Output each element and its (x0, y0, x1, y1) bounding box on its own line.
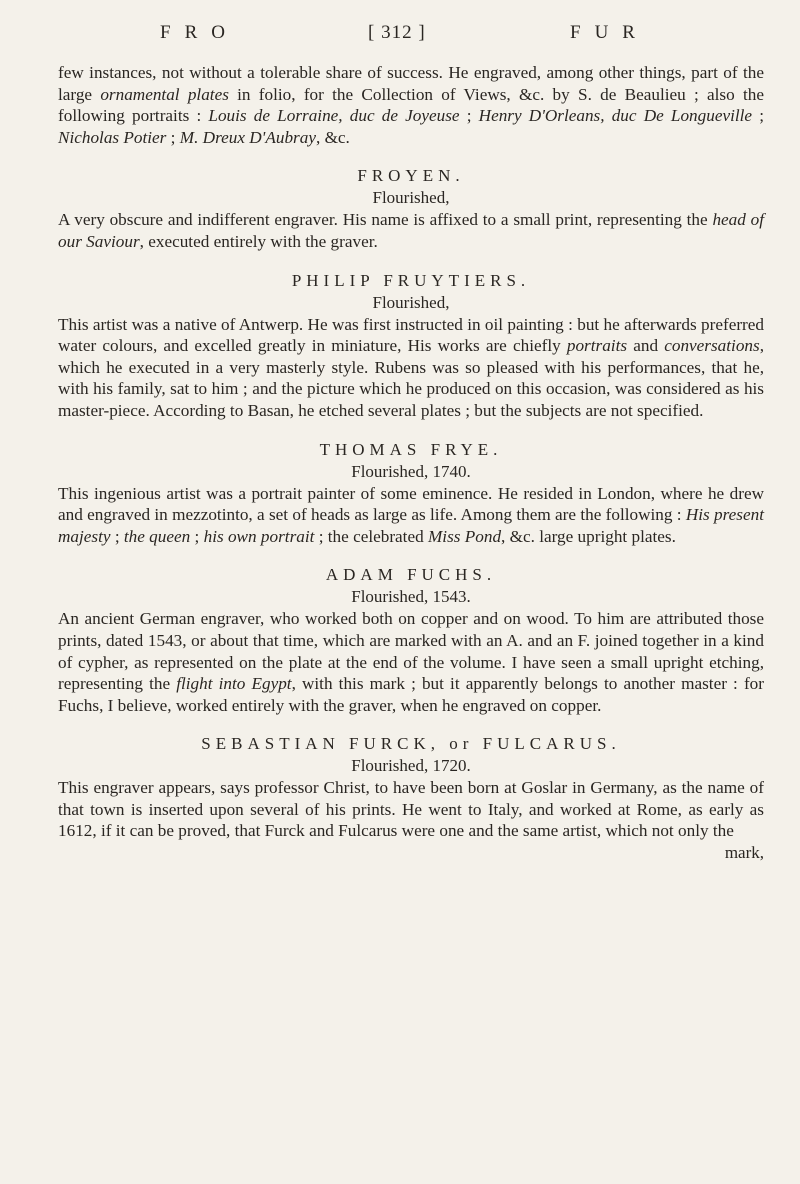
running-header (0, 22, 800, 52)
entry-name: THOMAS FRYE. (319, 439, 503, 459)
entry-text: A very obscure and indifferent engraver. His name is affixed to a small print, representing the head of our Saviour, executed entirely with the graver. (58, 210, 765, 251)
entry-flourished: Flourished, 1720. (351, 756, 471, 776)
catchword: mark, (724, 843, 764, 863)
entry-froyen (58, 165, 764, 252)
intro-paragraph: few instances, not without a tolerable share of success. He engraved, among other things, part of the large ornamental plates in folio, for the Collection of Views, &c. by S. de Beaulieu ; also the following portraits : Louis de Lorraine, duc de Joyeuse ; Henry D'Orleans, duc De Longueville ; Nicholas Potier ; M. Dreux D'Aubray, &c. (58, 63, 765, 147)
entry-name: SEBASTIAN FURCK, or FULCARUS. (201, 734, 621, 754)
entry-thomas-frye (58, 439, 764, 548)
entry-name: PHILIP FRUYTIERS. (291, 270, 531, 290)
entry-adam-fuchs (58, 564, 764, 716)
entry-text: An ancient German engraver, who worked both on copper and on wood. To him are attributed those prints, dated 1543, or about that time, which are marked with an A. and an F. joined together in a kind of cypher, as represented on the plate at the end of the volume. I have seen a small upright etching, representing the flight into Egypt, with this mark ; but it apparently belongs to another master : for Fuchs, I believe, worked entirely with the graver, when he engraved on copper. (58, 609, 764, 715)
entry-flourished: Flourished, (372, 292, 450, 312)
entry-text: This engraver appears, says professor Christ, to have been born at Goslar in Germany, as the name of that town is inserted upon several of his prints. He went to Italy, and worked at Rome, as early as 1612, if it can be proved, that Furck and Fulcarus were one and the same artist, which not only the (58, 778, 764, 841)
entry-text: This artist was a native of Antwerp. He was first instructed in oil painting : but he afterwards preferred water colours, and excelled greatly in miniature, His works are chiefly portraits and conversations, which he executed in a very masterly style. Rubens was so pleased with his performances, that he, with his family, sat to him ; and the picture which he produced on this occasion, was considered as his master-piece. According to Basan, he etched several plates ; but the subjects are not specified. (58, 314, 764, 420)
entry-flourished: Flourished, 1740. (351, 461, 471, 481)
page-body (58, 62, 764, 864)
entry-philip-fruytiers (58, 270, 764, 422)
entry-flourished: Flourished, 1543. (351, 587, 471, 607)
header-right: FUR (570, 22, 649, 43)
header-left: FRO (160, 22, 239, 43)
entry-name: FROYEN. (357, 166, 465, 186)
entry-text: This ingenious artist was a portrait painter of some eminence. He resided in London, where he drew and engraved in mezzotinto, a set of heads as large as life. Among them are the following : His present majesty ; the queen ; his own portrait ; the celebrated Miss Pond, &c. large upright plates. (58, 483, 764, 546)
entry-sebastian-furck (58, 733, 764, 864)
entry-name: ADAM FUCHS. (325, 565, 497, 585)
page-number: [ 312 ] (368, 22, 426, 43)
entry-flourished: Flourished, (372, 188, 450, 208)
